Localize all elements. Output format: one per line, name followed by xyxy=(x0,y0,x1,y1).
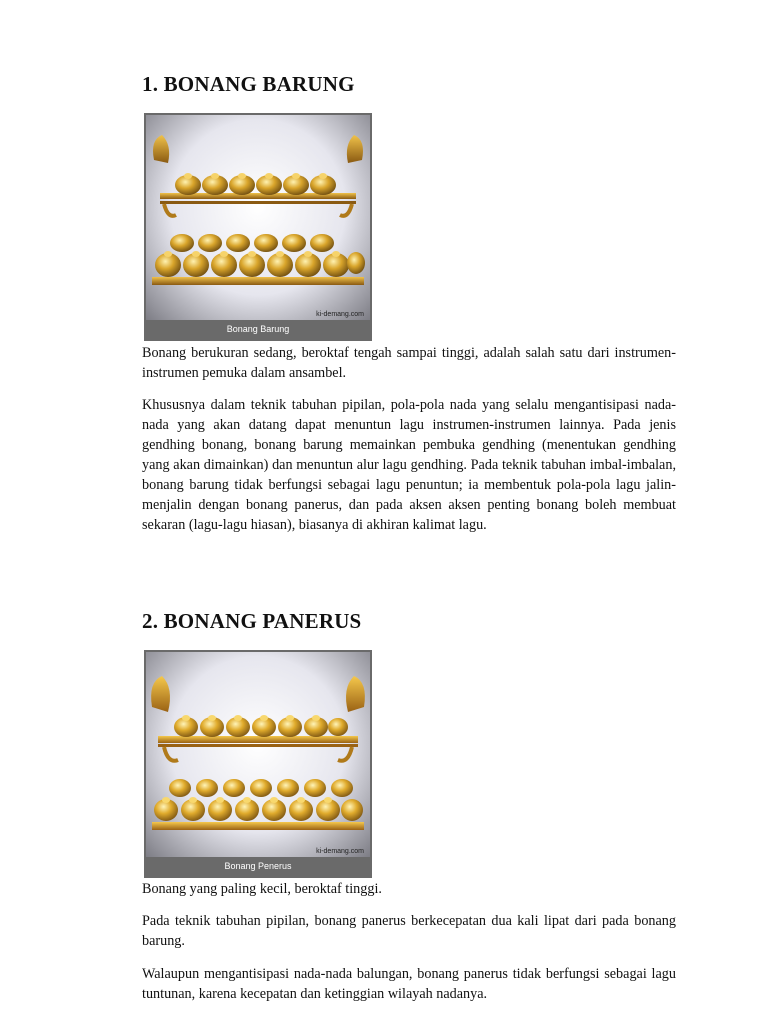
image-watermark: ki-demang.com xyxy=(316,311,364,318)
paragraph: Khususnya dalam teknik tabuhan pipilan, pola-pola nada yang selalu mengantisipasi nada-nada yang akan datang dapat menuntun lagu instrumen-instrumen lainnya. Pada jenis gendhing bonang, bonang barung memainkan pembuka gendhing (menentukan gendhing yang akan dimainkan) dan menuntun alur lagu gendhing. Pada teknik tabuhan imbal-imbalan, bonang barung tidak berfungsi sebagai lagu penuntun; ia membentuk pola-pola lagu jalin-menjalin dengan bonang panerus, dan pada aksen aksen penting bonang boleh membuat sekaran (lagu-lagu hiasan), biasanya di akhiran kalimat lagu. xyxy=(142,397,676,533)
paragraph: Bonang yang paling kecil, beroktaf tinggi. xyxy=(142,881,382,897)
bonang-panerus-photo xyxy=(146,652,370,857)
image-caption: Bonang Barung xyxy=(226,324,290,334)
bonang-instrument-illustration xyxy=(146,652,370,857)
paragraph: Bonang berukuran sedang, beroktaf tengah sampai tinggi, adalah salah satu dari instrumen-instrumen pemuka dalam ansambel. xyxy=(142,345,676,381)
bonang-barung-figure xyxy=(144,113,372,341)
bonang-panerus-figure xyxy=(144,650,372,878)
section-title-bonang-barung: 1. BONANG BARUNG xyxy=(142,72,355,96)
bonang-instrument-illustration xyxy=(146,115,370,320)
paragraph: Walaupun mengantisipasi nada-nada balungan, bonang panerus tidak berfungsi sebagai lagu tuntunan, karena kecepatan dan ketinggian wilayah nadanya. xyxy=(142,966,676,1002)
bonang-barung-photo xyxy=(146,115,370,320)
image-watermark: ki-demang.com xyxy=(316,848,364,855)
image-caption: Bonang Penerus xyxy=(224,861,292,871)
paragraph: Pada teknik tabuhan pipilan, bonang panerus berkecepatan dua kali lipat dari pada bonang barung. xyxy=(142,913,676,949)
section-title-bonang-panerus: 2. BONANG PANERUS xyxy=(142,609,362,633)
